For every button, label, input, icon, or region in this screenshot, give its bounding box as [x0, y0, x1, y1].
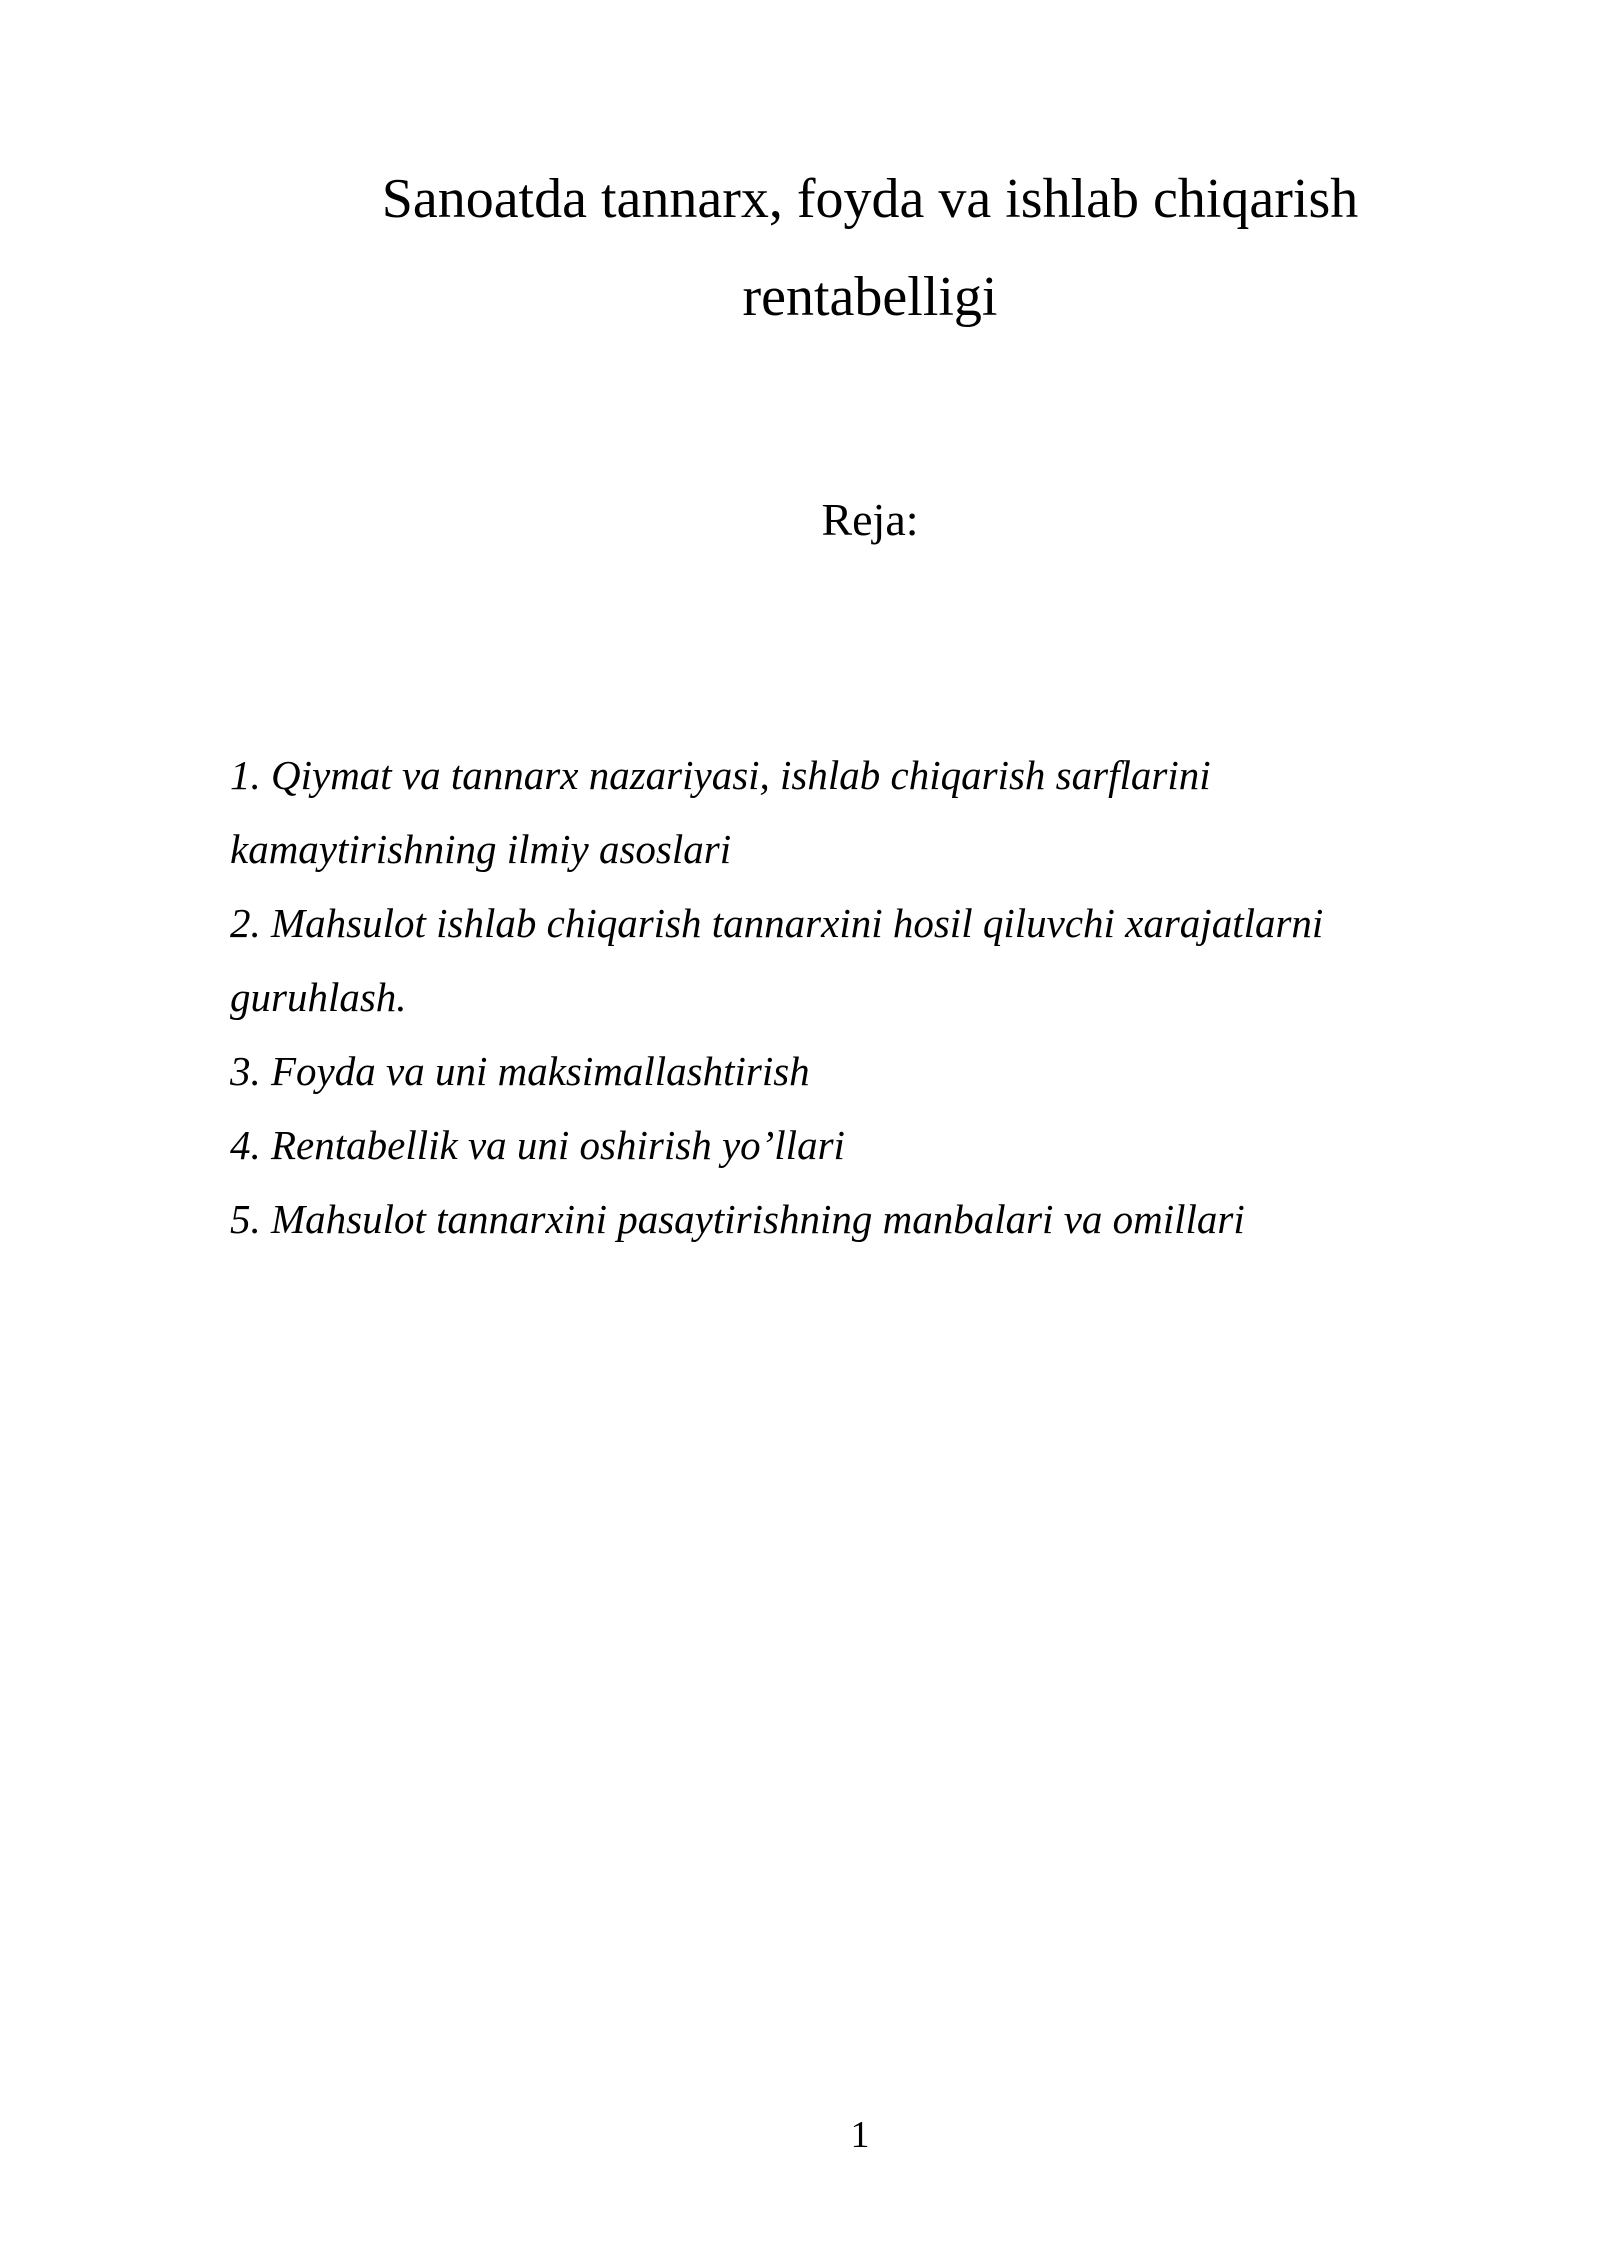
plan-item-3 — [230, 1034, 1470, 1108]
plan-heading: Reja: — [821, 494, 919, 545]
plan-item-4-line-1: 4. Rentabellik va uni oshirish yo’llari — [230, 1122, 845, 1168]
plan-item-1 — [230, 738, 1470, 886]
document-title — [300, 150, 1440, 346]
plan-item-4 — [230, 1108, 1470, 1182]
document-title-line-1: Sanoatda tannarx, foyda va ishlab chiqarish — [381, 168, 1359, 230]
plan-item-3-line-1: 3. Foyda va uni maksimallashtirish — [230, 1048, 810, 1094]
plan-item-1-line-2: kamaytirishning ilmiy asoslari — [230, 826, 732, 872]
page-number: 1 — [850, 2114, 870, 2156]
plan-list — [230, 738, 1470, 1256]
plan-item-2-line-1: 2. Mahsulot ishlab chiqarish tannarxini hosil qiluvchi xarajatlarni — [230, 900, 1324, 946]
document-title-line-2: rentabelligi — [742, 266, 998, 328]
plan-item-5 — [230, 1182, 1470, 1256]
plan-item-1-line-1: 1. Qiymat va tannarx nazariyasi, ishlab chiqarish sarflarini — [230, 752, 1211, 798]
plan-item-2 — [230, 886, 1470, 1034]
plan-item-5-line-1: 5. Mahsulot tannarxini pasaytirishning manbalari va omillari — [230, 1196, 1245, 1242]
plan-item-2-line-2: guruhlash. — [230, 974, 407, 1020]
